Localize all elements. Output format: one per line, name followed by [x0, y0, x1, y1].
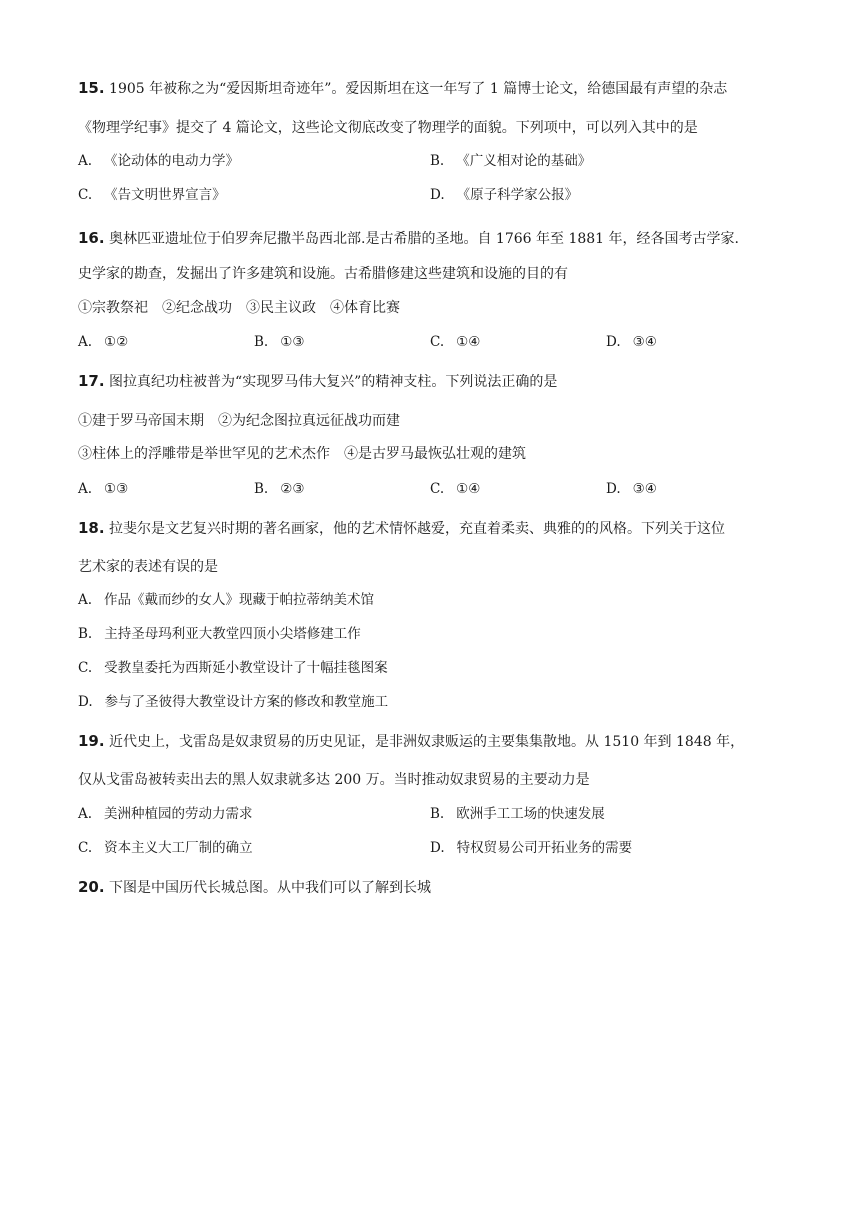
question-number: 15.: [78, 79, 105, 97]
question-17-line-2: ①建于罗马帝国末期 ②为纪念图拉真远征战功而建: [78, 413, 400, 429]
question-stem: 近代史上，戈雷岛是奴隶贸易的历史见证，是非洲奴隶贩运的主要集集散地。从 1510 年到 1848 年，: [109, 734, 745, 750]
question-18-line-1: [78, 518, 725, 539]
question-15-line-2: 《物理学纪事》提交了 4 篇论文，这些论文彻底改变了物理学的面貌。下列项中，可以列入其中的是: [78, 120, 698, 136]
question-15-line-1: [78, 78, 727, 99]
question-20-line-1: [78, 877, 431, 898]
option-d: D. 特权贸易公司开拓业务的需要: [430, 840, 633, 856]
question-19-line-1: [78, 731, 744, 752]
option-c: C. ①④: [430, 334, 481, 350]
option-a: A. ①②: [78, 334, 129, 350]
option-b: B. ①③: [254, 334, 305, 350]
option-b: B. 欧洲手工工场的快速发展: [430, 806, 605, 822]
question-16-line-1: [78, 228, 739, 249]
option-a: A. 《论动体的电动力学》: [78, 153, 240, 169]
question-stem: 图拉真纪功柱被普为“实现罗马伟大复兴”的精神支柱。下列说法正确的是: [109, 374, 558, 390]
option-c: C. 受教皇委托为西斯延小教堂设计了十幅挂毯图案: [78, 660, 388, 676]
option-c: C. 资本主义大工厂制的确立: [78, 840, 253, 856]
option-d: D. ③④: [606, 334, 657, 350]
question-16-line-2: 史学家的勘查，发掘出了许多建筑和设施。古希腊修建这些建筑和设施的目的有: [78, 266, 568, 282]
option-b: B. 主持圣母玛利亚大教堂四顶小尖塔修建工作: [78, 626, 361, 642]
option-a: A. ①③: [78, 481, 129, 497]
option-d: D. 参与了圣彼得大教堂设计方案的修改和教堂施工: [78, 694, 389, 710]
option-c: C. ①④: [430, 481, 481, 497]
question-stem: 奥林匹亚遗址位于伯罗奔尼撒半岛西北部.是古希腊的圣地。自 1766 年至 1881 年，经各国考古学家.: [109, 231, 739, 247]
question-18-line-2: 艺术家的表述有误的是: [78, 559, 218, 575]
option-b: B. ②③: [254, 481, 305, 497]
option-a: A. 作品《戴而纱的女人》现藏于帕拉蒂纳美术馆: [78, 592, 375, 608]
question-stem: 下图是中国历代长城总图。从中我们可以了解到长城: [109, 880, 432, 896]
option-d: D. 《原子科学家公报》: [430, 187, 579, 203]
option-b: B. 《广义相对论的基础》: [430, 153, 592, 169]
question-stem: 拉斐尔是文艺复兴时期的著名画家，他的艺术情怀越爱，充直着柔卖、典雅的的风格。下列关于这位: [109, 521, 726, 537]
question-number: 18.: [78, 519, 105, 537]
question-stem: 1905 年被称之为“爱因斯坦奇迹年”。爱因斯坦在这一年写了 1 篇博士论文，给德国最有声望的杂志: [109, 81, 728, 97]
question-19-line-2: 仅从戈雷岛被转卖出去的黑人奴隶就多达 200 万。当时推动奴隶贸易的主要动力是: [78, 772, 590, 788]
option-c: C. 《告文明世界宣言》: [78, 187, 226, 203]
question-number: 16.: [78, 229, 105, 247]
question-17-line-3: ③柱体上的浮雕带是举世罕见的艺术杰作 ④是古罗马最恢弘壮观的建筑: [78, 446, 526, 462]
question-number: 19.: [78, 732, 105, 750]
question-17-line-1: [78, 371, 557, 392]
option-d: D. ③④: [606, 481, 657, 497]
question-number: 17.: [78, 372, 105, 390]
question-16-line-3: ①宗教祭祀 ②纪念战功 ③民主议政 ④体育比赛: [78, 300, 400, 316]
question-number: 20.: [78, 878, 105, 896]
option-a: A. 美洲种植园的劳动力需求: [78, 806, 253, 822]
